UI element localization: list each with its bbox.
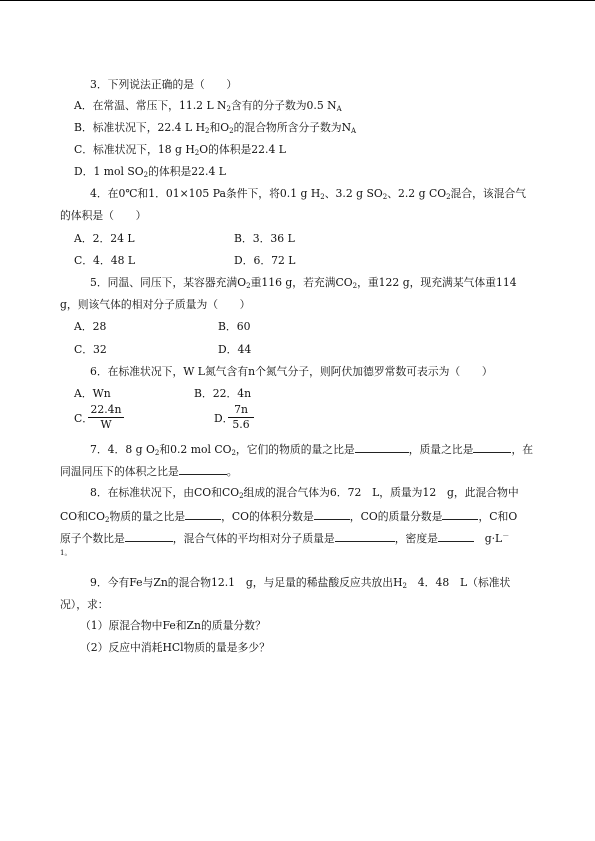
q8-stem-line2: CO和$CO_2$物质的量之比是 ，CO的体积分数是 ，CO的质量分数是 ，C和O bbox=[60, 510, 518, 524]
q6-option-d-label: D． bbox=[214, 412, 234, 425]
q3-option-a: A．在常温、常压下，11.2 L $N_2$含有的分子数为0.5 $N_A$ bbox=[74, 99, 342, 113]
q8-stem-line4: 1。 bbox=[60, 549, 72, 557]
answer-blank[interactable] bbox=[438, 530, 474, 542]
q5-option-a: A．28 bbox=[74, 320, 107, 333]
q3-option-b: B．标准状况下，22.4 L $H_2$和$O_2$的混合物所含分子数为$N_A$ bbox=[74, 121, 357, 135]
q6-option-b: B．22．4n bbox=[194, 387, 252, 400]
q4-option-b: B．3．36 L bbox=[234, 232, 295, 245]
q5-stem-line1: 5．同温、同压下，某容器充满$O_2$重116 g，若充满$CO_2$，重122 g，现充满某气体重114 bbox=[90, 276, 517, 290]
answer-blank[interactable] bbox=[125, 530, 173, 542]
q9-stem-line2: 况），求： bbox=[60, 598, 109, 611]
q7-stem-line2: 同温同压下的体积之比是 。 bbox=[60, 465, 238, 478]
q4-stem-line2: 的体积是（ ） bbox=[60, 209, 147, 222]
q8-stem-line3: 原子个数比是 ，混合气体的平均相对分子质量是 ，密度是 g·L－ bbox=[60, 532, 510, 545]
q4-option-a: A．2．24 L bbox=[74, 232, 135, 245]
q3-option-c: C．标准状况下，18 g $H_2O$的体积是22.4 L bbox=[74, 143, 286, 157]
answer-blank[interactable] bbox=[314, 508, 350, 520]
fraction-numerator: 7n bbox=[228, 403, 254, 418]
q6-stem: 6．在标准状况下，W L氮气含有n个氮气分子，则阿伏加德罗常数可表示为（ ） bbox=[90, 365, 493, 378]
answer-blank[interactable] bbox=[473, 441, 511, 453]
q4-option-d: D．6．72 L bbox=[234, 254, 296, 267]
q4-option-c: C．4．48 L bbox=[74, 254, 136, 267]
fraction-denominator: 5.6 bbox=[232, 418, 250, 431]
q6-option-c-fraction bbox=[88, 403, 124, 432]
q9-stem-line1: 9．今有Fe与Zn的混合物12.1 g，与足量的稀盐酸反应共放出$H_2$ 4．48 L（标准状 bbox=[90, 576, 511, 590]
q6-option-d-fraction bbox=[228, 403, 254, 432]
q4-stem-line1: 4．在0℃和1．01×105 Pa条件下，将0.1 g $H_2$、3.2 g $SO_2$、2.2 g $CO_2$混合，该混合气 bbox=[90, 187, 527, 201]
q7-stem-line1: 7．4．8 g $O_2$和0.2 mol $CO_2$，它们的物质的量之比是 ，质量之比是 ，在 bbox=[90, 443, 534, 457]
q5-option-b: B．60 bbox=[218, 320, 251, 333]
q5-stem-line2: g，则该气体的相对分子质量为（ ） bbox=[60, 298, 251, 311]
q9-sub-question-1: （1）原混合物中Fe和Zn的质量分数？ bbox=[80, 619, 266, 632]
answer-blank[interactable] bbox=[442, 508, 478, 520]
q6-option-a: A．Wn bbox=[74, 387, 111, 400]
answer-blank[interactable] bbox=[185, 508, 221, 520]
fraction-numerator: 22.4n bbox=[88, 403, 124, 418]
answer-blank[interactable] bbox=[355, 441, 409, 453]
fraction-denominator: W bbox=[100, 418, 112, 431]
q3-option-d: D．1 mol $SO_2$的体积是22.4 L bbox=[74, 165, 226, 179]
q5-option-d: D．44 bbox=[218, 343, 252, 356]
q3-stem: 3．下列说法正确的是（ ） bbox=[90, 78, 238, 91]
answer-blank[interactable] bbox=[179, 463, 227, 475]
answer-blank[interactable] bbox=[335, 530, 395, 542]
q9-sub-question-2: （2）反应中消耗HCl物质的量是多少？ bbox=[80, 641, 270, 654]
q5-option-c: C．32 bbox=[74, 343, 107, 356]
q6-option-c-label: C． bbox=[74, 412, 94, 425]
q8-stem-line1: 8．在标准状况下，由CO和$CO_2$组成的混合气体为6．72 L，质量为12 g，此混合物中 bbox=[90, 486, 519, 500]
